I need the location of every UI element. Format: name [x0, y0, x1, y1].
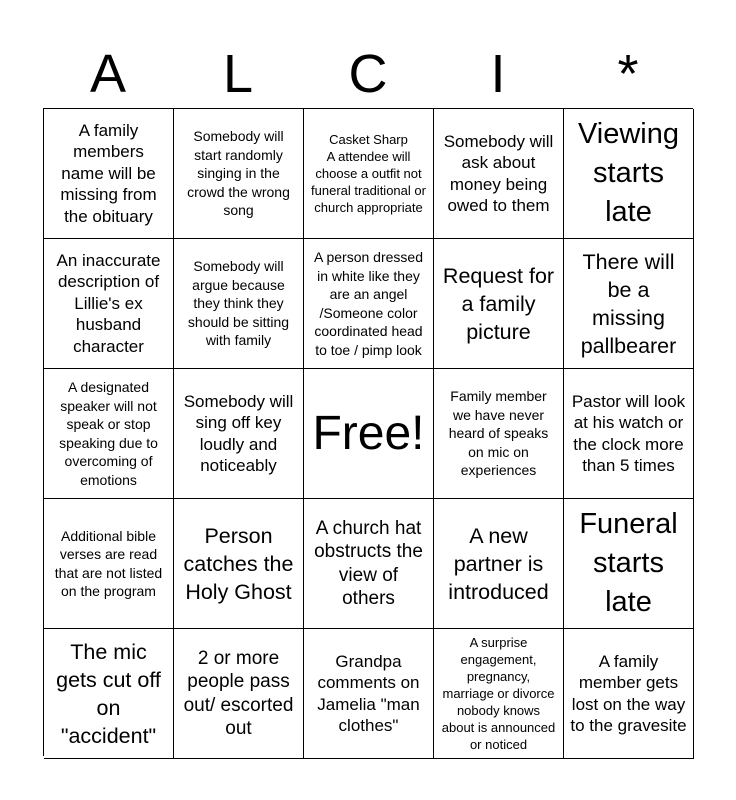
bingo-cell[interactable]: Somebody will argue because they think they should be sitting with family [174, 239, 304, 369]
bingo-cell[interactable]: Person catches the Holy Ghost [174, 499, 304, 629]
header-letter-3: C [348, 44, 388, 104]
header-letter-1: A [89, 44, 127, 104]
bingo-cell[interactable]: A family member gets lost on the way to the gravesite [564, 629, 694, 759]
bingo-cell-free[interactable]: Free! [304, 369, 434, 499]
bingo-cell[interactable]: Request for a family picture [434, 239, 564, 369]
bingo-cell[interactable]: Somebody will sing off key loudly and noticeably [174, 369, 304, 499]
bingo-cell[interactable]: Viewing starts late [564, 109, 694, 239]
bingo-grid [43, 108, 693, 756]
bingo-header [43, 40, 693, 108]
bingo-cell[interactable]: Casket Sharp A attendee will choose a outfit not funeral traditional or church appropriate [304, 109, 434, 239]
bingo-cell[interactable]: An inaccurate description of Lillie's ex husband character [44, 239, 174, 369]
bingo-cell[interactable]: Funeral starts late [564, 499, 694, 629]
bingo-cell[interactable]: A surprise engagement, pregnancy, marriage or divorce nobody knows about is announced or noticed [434, 629, 564, 759]
bingo-cell[interactable]: Additional bible verses are read that are not listed on the program [44, 499, 174, 629]
bingo-cell[interactable]: A designated speaker will not speak or stop speaking due to overcoming of emotions [44, 369, 174, 499]
bingo-cell[interactable]: Somebody will ask about money being owed to them [434, 109, 564, 239]
bingo-cell[interactable]: A new partner is introduced [434, 499, 564, 629]
bingo-cell[interactable]: The mic gets cut off on "accident" [44, 629, 174, 759]
bingo-cell[interactable]: A person dressed in white like they are an angel /Someone color coordinated head to toe / pimp look [304, 239, 434, 369]
bingo-cell[interactable]: A church hat obstructs the view of others [304, 499, 434, 629]
bingo-cell[interactable]: Grandpa comments on Jamelia "man clothes" [304, 629, 434, 759]
bingo-cell[interactable]: A family members name will be missing from the obituary [44, 109, 174, 239]
bingo-cell[interactable]: Pastor will look at his watch or the clock more than 5 times [564, 369, 694, 499]
header-letter-4: I [490, 44, 506, 104]
bingo-cell[interactable]: 2 or more people pass out/ escorted out [174, 629, 304, 759]
bingo-cell[interactable]: Family member we have never heard of speaks on mic on experiences [434, 369, 564, 499]
bingo-cell[interactable]: There will be a missing pallbearer [564, 239, 694, 369]
bingo-cell[interactable]: Somebody will start randomly singing in the crowd the wrong song [174, 109, 304, 239]
header-letter-2: L [222, 44, 254, 104]
header-letter-5: * [617, 44, 639, 104]
